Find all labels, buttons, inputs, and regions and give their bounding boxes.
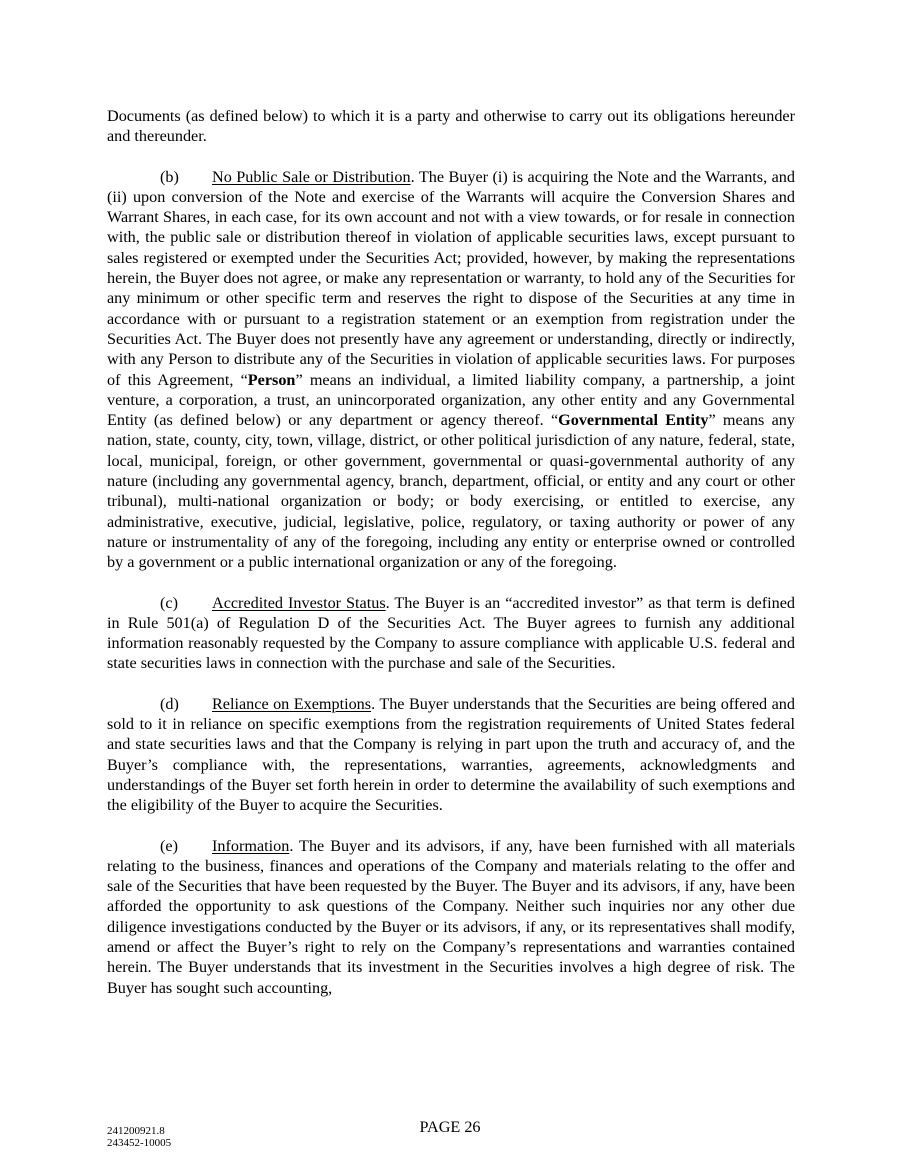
section-b-text-3: ” means any nation, state, county, city, town, village, district, or other political jurisdiction of any nature, federal, state, local, municipal, foreign, or other government, governmental or quasi-governmental authority of any nature (including any governmental agency, branch, department, official, or entity and any court or other tribunal), multi-national organization or body; or body exercising, or entitled to exercise, any administrative, executive, judicial, legislative, police, regulatory, or taxing authority or power of any nature or instrumentality of any of the foregoing, including any entity or enterprise owned or controlled by a government or a public international organization or any of the foregoing. bbox=[107, 411, 795, 572]
section-c-number: (c) bbox=[160, 593, 178, 612]
footer-doc-id-2: 243452-10005 bbox=[107, 1137, 172, 1149]
section-e-number: (e) bbox=[160, 836, 178, 855]
footer-doc-id-1: 241200921.8 bbox=[107, 1125, 165, 1137]
section-d-text: . The Buyer understands that the Securities are being offered and sold to it in reliance on specific exemptions from the registration requirements of United States federal and state securities laws and that the Company is relying in part upon the truth and accuracy of, and the Buyer’s compliance with, the representations, warranties, agreements, acknowledgments and understandings of the Buyer set forth herein in order to determine the availability of such exemptions and the eligibility of the Buyer to acquire the Securities. bbox=[107, 694, 795, 815]
section-c-text: . The Buyer is an “accredited investor” as that term is defined in Rule 501(a) of Regulation D of the Securities Act. The Buyer agrees to furnish any additional information reasonably requested by the Company to assure compliance with applicable U.S. federal and state securities laws in connection with the purchase and sale of the Securities. bbox=[107, 593, 795, 673]
section-d-paragraph bbox=[107, 694, 795, 816]
section-b-text-1: . The Buyer (i) is acquiring the Note and the Warrants, and (ii) upon conversion of the Note and exercise of the Warrants will acquire the Conversion Shares and Warrant Shares, in each case, for its own account and not with a view towards, or for resale in connection with, the public sale or distribution thereof in violation of applicable securities laws, except pursuant to sales registered or exempted under the Securities Act; provided, however, by making the representations herein, the Buyer does not agree, or make any representation or warranty, to hold any of the Securities for any minimum or other specific term and reserves the right to dispose of the Securities at any time in accordance with or pursuant to a registration statement or an exemption from registration under the Securities Act. The Buyer does not presently have any agreement or understanding, directly or indirectly, with any Person to distribute any of the Securities in violation of applicable securities laws. For purposes of this Agreement, “ bbox=[107, 167, 795, 389]
page-number: PAGE 26 bbox=[419, 1118, 481, 1136]
defined-term-person: Person bbox=[247, 370, 296, 389]
section-d-title: Reliance on Exemptions bbox=[212, 694, 372, 713]
section-b-title: No Public Sale or Distribution bbox=[212, 167, 411, 186]
section-c-title: Accredited Investor Status bbox=[212, 593, 386, 612]
document-page bbox=[107, 106, 795, 1018]
section-c-paragraph bbox=[107, 593, 795, 674]
section-b-text-2: ” means an individual, a limited liability company, a partnership, a joint venture, a corporation, a trust, an unincorporated organization, any other entity and any Governmental Entity (as defined below) or any department or agency thereof. “ bbox=[107, 370, 795, 430]
section-e-title: Information bbox=[212, 836, 290, 855]
section-b-paragraph bbox=[107, 167, 795, 573]
section-e-paragraph bbox=[107, 836, 795, 998]
section-e-text: . The Buyer and its advisors, if any, have been furnished with all materials relating to the business, finances and operations of the Company and materials relating to the offer and sale of the Securities that have been requested by the Buyer. The Buyer and its advisors, if any, have been afforded the opportunity to ask questions of the Company. Neither such inquiries nor any other due diligence investigations conducted by the Buyer or its advisors, if any, or its representatives shall modify, amend or affect the Buyer’s right to rely on the Company’s representations and warranties contained herein. The Buyer understands that its investment in the Securities involves a high degree of risk. The Buyer has sought such accounting, bbox=[107, 836, 795, 997]
section-b-number: (b) bbox=[160, 167, 179, 186]
section-d-number: (d) bbox=[160, 694, 179, 713]
intro-paragraph: Documents (as defined below) to which it is a party and otherwise to carry out its obligations hereunder and thereunder. bbox=[107, 107, 795, 146]
defined-term-governmental-entity: Governmental Entity bbox=[558, 411, 709, 430]
